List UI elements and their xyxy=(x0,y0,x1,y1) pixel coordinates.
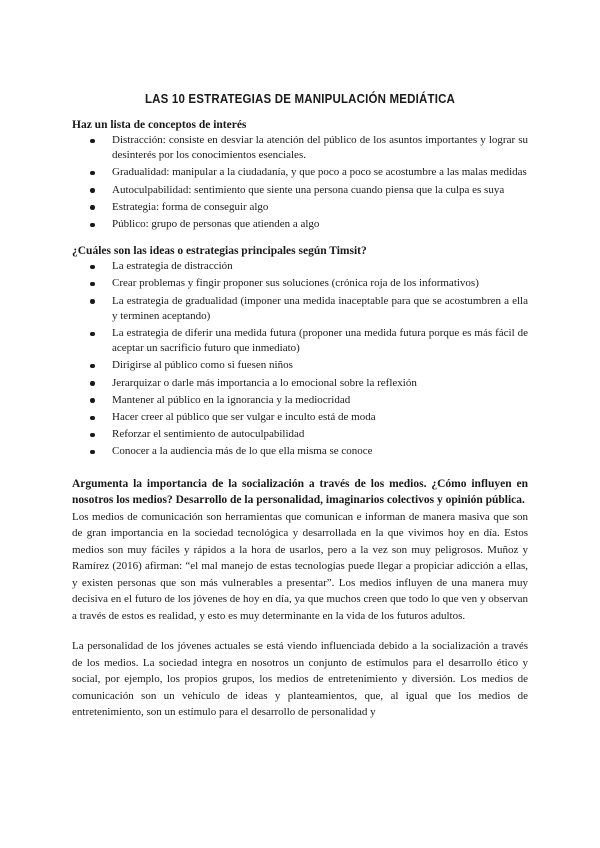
list-item xyxy=(108,165,528,180)
list-item-text: Dirigirse al público como si fuesen niños xyxy=(112,359,293,372)
bullet-icon xyxy=(90,433,95,438)
list-item xyxy=(108,427,528,442)
list-item xyxy=(108,376,528,391)
bullet-icon xyxy=(90,188,95,193)
list-item xyxy=(108,444,528,459)
list-item xyxy=(108,410,528,425)
section2-list xyxy=(72,259,528,459)
list-item xyxy=(108,217,528,232)
bullet-icon xyxy=(90,139,95,144)
bullet-icon xyxy=(90,282,95,287)
list-item-text: Crear problemas y fingir proponer sus soluciones (crónica roja de los informativos) xyxy=(112,277,479,290)
list-item-text: La estrategia de gradualidad (imponer una medida inaceptable para que se acostumbren a ella y terminen aceptando) xyxy=(112,294,528,322)
list-item-text: Estrategia: forma de conseguir algo xyxy=(112,200,269,213)
bullet-icon xyxy=(90,450,95,455)
document-title: LAS 10 ESTRATEGIAS DE MANIPULACIÓN MEDIÁTICA xyxy=(144,92,456,106)
list-item xyxy=(108,276,528,291)
list-item-text: Público: grupo de personas que atienden a algo xyxy=(112,218,320,231)
list-item-text: La estrategia de diferir una medida futura (proponer una medida futura porque es más fácil de aceptar un sacrificio futuro que inmediato) xyxy=(112,327,528,355)
bullet-icon xyxy=(90,171,95,176)
section3-heading: Argumenta la importancia de la socialización a través de los medios. ¿Cómo influyen en nosotros los medios? Desarrollo de la personalidad, imaginarios colectivos y opinión pública. xyxy=(72,477,528,507)
list-item xyxy=(108,326,528,356)
bullet-icon xyxy=(90,223,95,228)
section1-list xyxy=(72,133,528,232)
list-item xyxy=(108,393,528,408)
bullet-icon xyxy=(90,205,95,210)
list-item-text: Jerarquizar o darle más importancia a lo emocional sobre la reflexión xyxy=(112,376,417,389)
bullet-icon xyxy=(90,398,95,403)
bullet-icon xyxy=(90,332,95,337)
document-page xyxy=(72,92,528,721)
list-item-text: Autoculpabilidad: sentimiento que siente una persona cuando piensa que la culpa es suya xyxy=(112,183,505,196)
list-item xyxy=(108,358,528,373)
list-item xyxy=(108,133,528,163)
list-item-text: Gradualidad: manipular a la ciudadanía, y que poco a poco se acostumbre a las malas medidas xyxy=(112,166,527,179)
bullet-icon xyxy=(90,416,95,421)
section3-paragraph-1: Los medios de comunicación son herramientas que comunican e informan de manera masiva que son de gran importancia en la sociedad tecnológica y desarrollada en la que vivimos hoy en día. Estos medios son muy fáciles y rápidos a la hora de usarlos, pero a la vez son muy peligrosos. Muñoz y Ramírez (2016) afirman: “el mal manejo de estas tecnologías puede llegar a propiciar adicción a ellas, y existen personas que son más vulnerables a presentar”. Los medios influyen de una manera muy decisiva en el futuro de los jóvenes de hoy en día, ya que muchos creen que todo lo que ven y observan a través de estos es realidad, y esto es muy determinante en la vida de los futuros adultos. xyxy=(72,510,528,622)
bullet-icon xyxy=(90,364,95,369)
list-item xyxy=(108,183,528,198)
section1-heading: Haz un lista de conceptos de interés xyxy=(72,119,247,131)
list-item-text: Mantener al público en la ignorancia y la mediocridad xyxy=(112,393,351,406)
list-item-text: Reforzar el sentimiento de autoculpabilidad xyxy=(112,428,305,441)
list-item-text: Conocer a la audiencia más de lo que ella misma se conoce xyxy=(112,445,373,458)
bullet-icon xyxy=(90,299,95,304)
list-item xyxy=(108,294,528,324)
bullet-icon xyxy=(90,265,95,270)
list-item-text: Distracción: consiste en desviar la atención del público de los asuntos importantes y lograr su desinterés por los conocimientos esenciales. xyxy=(112,134,528,162)
section2-heading: ¿Cuáles son las ideas o estrategias principales según Timsit? xyxy=(72,245,367,258)
list-item-text: Hacer creer al público que ser vulgar e inculto está de moda xyxy=(112,411,376,424)
section3-paragraph-2: La personalidad de los jóvenes actuales se está viendo influenciada debido a la socialización a través de los medios. La sociedad integra en nosotros un conjunto de estímulos para el desarrollo ético y social, por ejemplo, los propios grupos, los medios de entretenimiento y diversión. Los medios de comunicación son un vehículo de ideas y planteamientos, que, al igual que los medios de entretenimiento, son un estímulo para el desarrollo de personalidad y xyxy=(72,640,528,719)
list-item-text: La estrategia de distracción xyxy=(112,260,233,273)
bullet-icon xyxy=(90,381,95,386)
list-item xyxy=(108,259,528,274)
list-item xyxy=(108,200,528,215)
